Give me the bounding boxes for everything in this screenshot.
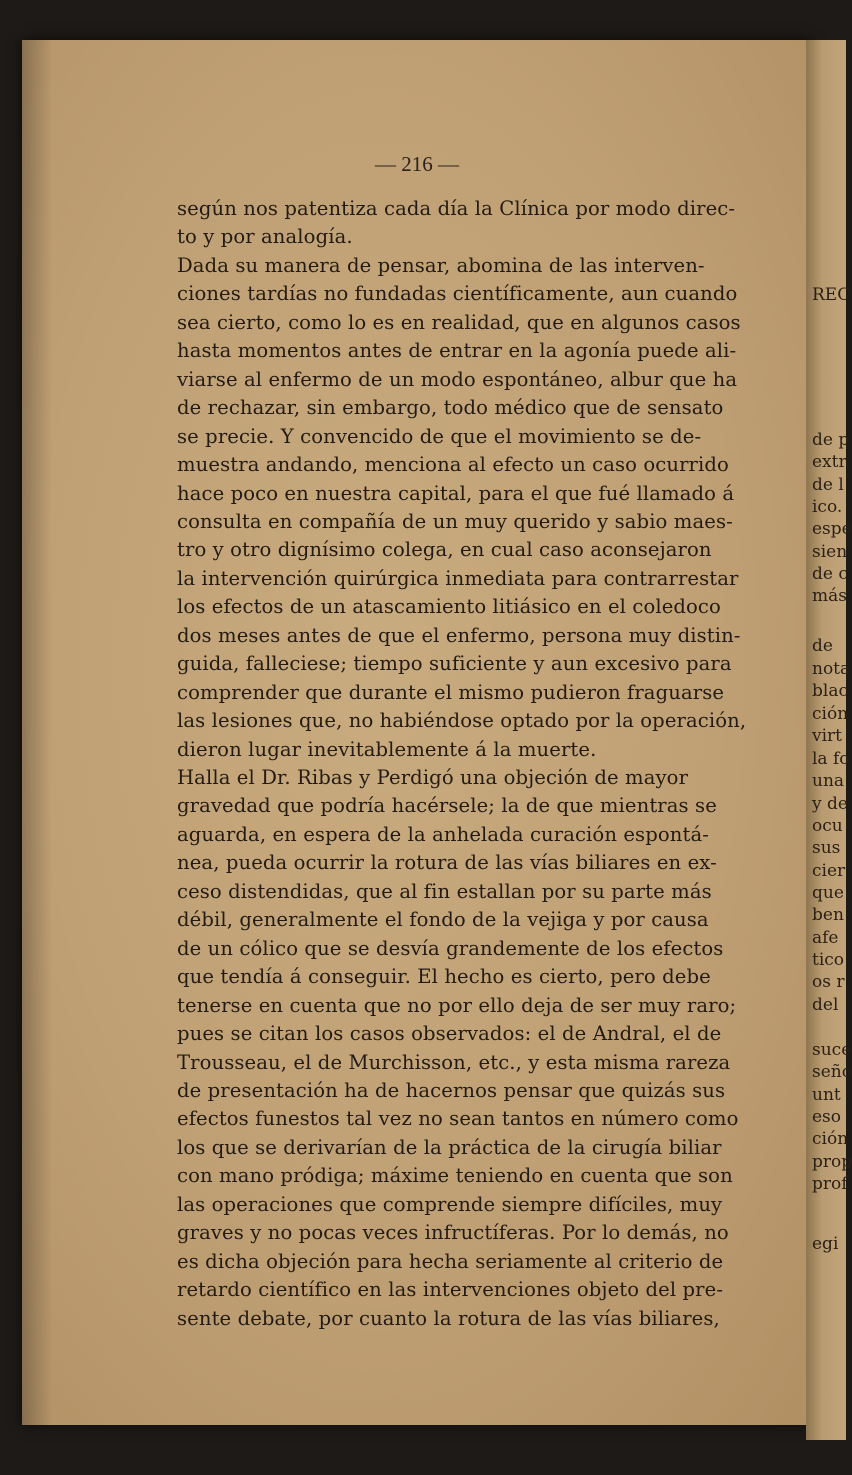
text-line: según nos patentiza cada día la Clínica por modo direc- (177, 197, 736, 220)
adjacent-page-fragment: y de (812, 794, 848, 814)
adjacent-page-fragment: ción (812, 1129, 849, 1149)
page-number: — 216 — (375, 152, 459, 176)
text-line: Trousseau, el de Murchisson, etc., y esta misma rareza (177, 1050, 731, 1074)
text-line: sente debate, por cuanto la rotura de las vías biliares, (177, 1306, 720, 1330)
text-line: hace poco en nuestra capital, para el que fué llamado á (177, 481, 735, 505)
adjacent-page-fragment: ico. (812, 497, 843, 517)
text-line: las operaciones que comprende siempre difíciles, muy (177, 1192, 723, 1216)
text-line: Dada su manera de pensar, abomina de las interven- (177, 253, 705, 277)
adjacent-page-fragment: de (812, 636, 833, 656)
adjacent-page-fragment: seño (812, 1062, 852, 1082)
adjacent-page-fragment: cier (812, 861, 846, 881)
adjacent-page-fragment: tico (812, 950, 845, 970)
text-line: retardo científico en las intervenciones objeto del pre- (177, 1278, 724, 1302)
adjacent-page-fragment: más (812, 586, 847, 606)
text-line: gravedad que podría hacérsele; la de que mientras se (177, 794, 717, 818)
text-line: las lesiones que, no habiéndose optado por la operación, (177, 709, 747, 733)
adjacent-page-fragment: la fo (812, 749, 850, 769)
adjacent-page-fragment: unt (812, 1085, 841, 1105)
adjacent-page-fragment: nota (812, 659, 851, 679)
adjacent-page-fragment: afe (812, 928, 839, 948)
text-line: pues se citan los casos observados: el de Andral, el de (177, 1022, 722, 1046)
adjacent-page-fragment: ción (812, 704, 849, 724)
text-line: guida, falleciese; tiempo suficiente y aun excesivo para (177, 652, 732, 676)
adjacent-page-fragment: espe (812, 519, 852, 539)
adjacent-page-fragment: os r (812, 972, 845, 992)
adjacent-page-fragment: suce (812, 1040, 852, 1060)
text-line: de rechazar, sin embargo, todo médico que de sensato (177, 396, 724, 420)
text-line: los que se derivarían de la práctica de la cirugía biliar (177, 1135, 722, 1159)
text-line: tro y otro dignísimo colega, en cual caso aconsejaron (177, 538, 712, 562)
text-line: nea, pueda ocurrir la rotura de las vías biliares en ex- (177, 851, 717, 875)
text-line: to y por analogía. (177, 225, 353, 249)
adjacent-page-fragment: prop (812, 1152, 852, 1172)
text-line: ceso distendidas, que al fin estallan por su parte más (177, 879, 712, 903)
text-line: la intervención quirúrgica inmediata para contrarrestar (177, 566, 739, 590)
text-line: de un cólico que se desvía grandemente de los efectos (177, 936, 724, 960)
text-line: efectos funestos tal vez no sean tantos en número como (177, 1107, 739, 1131)
adjacent-page-fragment: REC (812, 285, 851, 305)
text-line: comprender que durante el mismo pudieron fraguarse (177, 680, 725, 704)
text-line: ciones tardías no fundadas científicamente, aun cuando (177, 282, 738, 306)
adjacent-page-fragment: que (812, 883, 844, 903)
adjacent-page-fragment: prof (812, 1174, 848, 1194)
text-line: dieron lugar inevitablemente á la muerte. (177, 737, 597, 761)
adjacent-page-fragment: una (812, 771, 845, 791)
text-line: los efectos de un atascamiento litiásico en el coledoco (177, 595, 721, 619)
adjacent-page-fragment: de c (812, 564, 848, 584)
adjacent-page-fragment: ocu (812, 816, 843, 836)
text-line: tenerse en cuenta que no por ello deja de ser muy raro; (177, 993, 737, 1017)
adjacent-page-fragment: virt (812, 726, 842, 746)
text-line: sea cierto, como lo es en realidad, que en algunos casos (177, 310, 741, 334)
text-line: graves y no pocas veces infructíferas. Por lo demás, no (177, 1221, 729, 1245)
adjacent-page-fragment: ben (812, 905, 844, 925)
adjacent-page-fragment: sus (812, 838, 841, 858)
text-line: muestra andando, menciona al efecto un caso ocurrido (177, 453, 729, 477)
adjacent-page-edge (806, 40, 852, 1440)
page-gutter-shadow (22, 40, 52, 1425)
book-page (22, 40, 812, 1425)
adjacent-page-fragment: blac (812, 681, 848, 701)
adjacent-page-fragment: de l (812, 475, 844, 495)
text-line: consulta en compañía de un muy querido y sabio maes- (177, 509, 733, 533)
text-line: con mano pródiga; máxime teniendo en cuenta que son (177, 1164, 733, 1188)
text-line: que tendía á conseguir. El hecho es cierto, pero debe (177, 965, 711, 989)
adjacent-page-fragment: eso (812, 1107, 842, 1127)
adjacent-page-fragment: sien (812, 542, 848, 562)
text-line: Halla el Dr. Ribas y Perdigó una objeción de mayor (177, 766, 689, 789)
text-line: es dicha objeción para hecha seriamente al criterio de (177, 1249, 724, 1273)
adjacent-page-fragment: de p (812, 430, 850, 450)
text-line: débil, generalmente el fondo de la vejiga y por causa (177, 908, 709, 932)
text-line: viarse al enfermo de un modo espontáneo, albur que ha (177, 367, 738, 391)
text-line: aguarda, en espera de la anhelada curación espontá- (177, 822, 709, 846)
adjacent-page-fragment: egi (812, 1234, 839, 1254)
text-line: de presentación ha de hacernos pensar que quizás sus (177, 1078, 726, 1102)
text-line: dos meses antes de que el enfermo, persona muy distin- (177, 623, 741, 647)
text-line: hasta momentos antes de entrar en la agonía puede ali- (177, 339, 737, 363)
adjacent-page-fragment: del (812, 995, 839, 1015)
text-line: se precie. Y convencido de que el movimiento se de- (177, 424, 702, 448)
adjacent-page-fragment: extr (812, 452, 847, 472)
